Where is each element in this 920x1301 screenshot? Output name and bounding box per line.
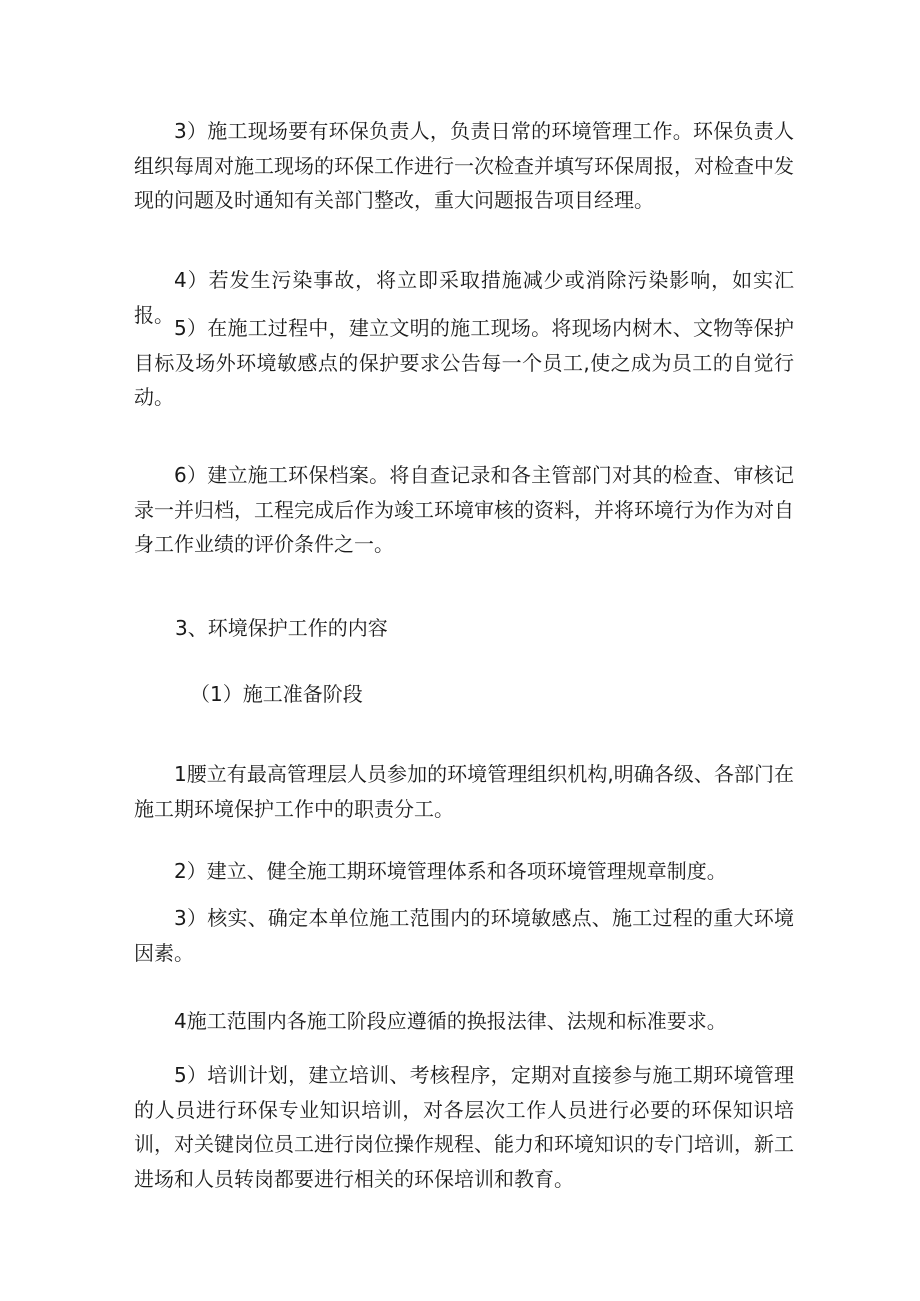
item-5: 5）培训计划，建立培训、考核程序，定期对直接参与施工期环境管理的人员进行环保专业知识培训，对各层次工作人员进行必要的环保知识培训，对关键岗位员工进行岗位操作规程、能力和环境知识的专门培训，新工进场和人员转岗都要进行相关的环保培训和教育。 <box>134 1063 794 1191</box>
item-2: 2）建立、健全施工期环境管理体系和各项环境管理规章制度。 <box>174 859 727 883</box>
paragraph-3: 3）施工现场要有环保负责人，负责日常的环境管理工作。环保负责人组织每周对施工现场的环保工作进行一次检查并填写环保周报，对检查中发现的问题及时通知有关部门整改，重大问题报告项目经理。 <box>134 119 794 212</box>
paragraph-5: 5）在施工过程中，建立文明的施工现场。将现场内树木、文物等保护目标及场外环境敏感点的保护要求公告每一个员工,使之成为员工的自觉行动。 <box>134 316 794 409</box>
paragraph-4: 4）若发生污染事故，将立即采取措施减少或消除污染影响，如实汇报。 <box>134 268 794 327</box>
sub-heading: （1）施工准备阶段 <box>190 682 363 706</box>
item-4: 4施工范围内各施工阶段应遵循的换报法律、法规和标准要求。 <box>174 1009 727 1033</box>
item-1: 1腰立有最高管理层人员参加的环境管理组织机构,明确各级、各部门在施工期环境保护工作中的职责分工。 <box>134 762 794 821</box>
item-3: 3）核实、确定本单位施工范围内的环境敏感点、施工过程的重大环境因素。 <box>134 906 794 965</box>
section-heading: 3、环境保护工作的内容 <box>175 616 388 640</box>
paragraph-6: 6）建立施工环保档案。将自查记录和各主管部门对其的检查、审核记录一并归档，工程完成后作为竣工环境审核的资料，并将环境行为作为对自身工作业绩的评价条件之一。 <box>134 463 794 556</box>
